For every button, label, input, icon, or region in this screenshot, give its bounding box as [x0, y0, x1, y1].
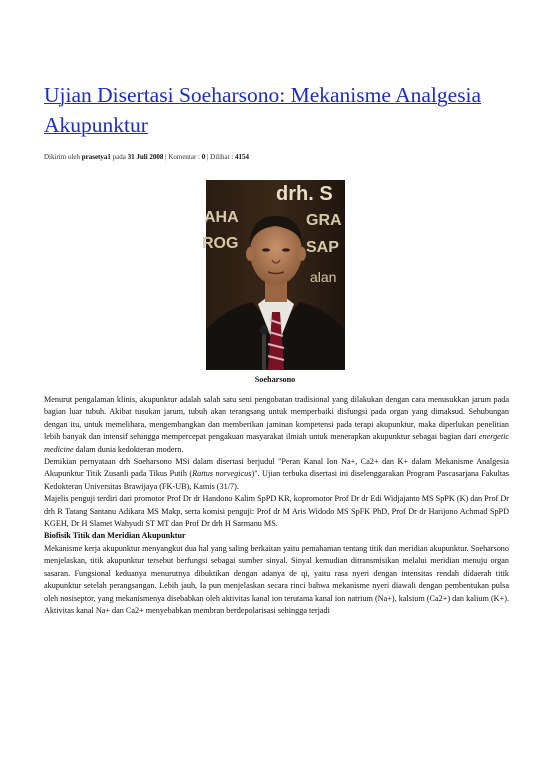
views-count: 4154	[235, 153, 250, 161]
backdrop-text: GRA	[306, 212, 342, 229]
italic-term: energetic medicine	[44, 432, 509, 454]
section-heading: Biofisik Titik dan Meridian Akupunktur	[44, 531, 186, 541]
posted-by-label: Dikirim oleh	[44, 153, 80, 161]
paragraph: Majelis penguji terdiri dari promotor Prof Dr dr Handono Kalim SpPD KR, kopromotor Prof Dr dr Edi Widjajanto MS SpPK (K) dan Prof Dr drh R Tatang Santanu Adikara MS Makp, serta komisi penguji: Prof dr M Aris Widodo MS SpFK PhD, Prof Dr dr Harijono Achmad SpPD KGEH, Dr H Slamet Wahyudi ST MT dan Prof Dr drh H Sarmanu MS.	[44, 494, 509, 529]
views-label: Dilihat :	[210, 153, 234, 161]
backdrop-text: SAP	[306, 239, 339, 256]
backdrop-text: alan	[310, 269, 337, 285]
author-name: prasetya1	[81, 153, 111, 161]
paragraph: Demikian pernyataan drh Soeharsono MSi dalam disertasi berjudul "Peran Kanal Ion Na+, Ca2+ dan K+ dalam Mekanisme Analgesia Akupunktur Titik Zusanli pada Tikus Putih (Rattus norvegicus)". Ujian terbuka disertasi ini diselenggarakan Program Pascasarjana Fakultas Kedokteran Universitas Brawijaya (FK-UB), Kamis (31/7).	[44, 457, 509, 491]
post-date: 31 Juli 2008	[127, 153, 164, 161]
date-prefix: pada	[112, 153, 126, 161]
author-photo	[202, 180, 345, 370]
italic-term: Rattus norvegicus	[192, 469, 252, 479]
photo-caption: Soeharsono	[254, 375, 296, 384]
comment-count: 0	[201, 153, 206, 161]
author-photo-image	[202, 180, 345, 370]
backdrop-text: AHA	[204, 209, 239, 226]
article-meta: Dikirim oleh prasetya1 pada 31 Juli 2008 | Komentar : 0 | Dilihat : 4154	[44, 153, 250, 161]
article-body	[44, 394, 509, 617]
backdrop-text: drh. S	[276, 183, 333, 205]
comment-label: Komentar :	[168, 153, 200, 161]
paragraph: Menurut pengalaman klinis, akupunktur adalah salah satu seni pengobatan tradisional yang dilakukan dengan cara menusukkan jarum pada bagian luar tubuh. Akibat tusukan jarum, tubuh akan terangsang untuk memperbaiki disfungsi pada organ yang dimaksud. Sehubungan dengan itu, untuk memelihara, mengembangkan dan memberikan jaminan kompetensi pada terapi akupunktur, maka diperlukan penelitian lebih banyak dan intensif sehingga mempercepat pengakuan masyarakat ilmiah untuk menerapkan akupunktur sebagai bagian dari energetic medicine dalam dunia kedokteran modern.	[44, 395, 509, 454]
backdrop-text: ROG	[202, 235, 239, 252]
article-title[interactable]: Ujian Disertasi Soeharsono: Mekanisme Analgesia Akupunktur	[44, 83, 482, 137]
paragraph: Mekanisme kerja akupunktur menyangkut dua hal yang saling berkaitan yaitu pemahaman tentang titik dan meridian akupunktur. Soeharsono menjelaskan, titik akupunktur tersebut berfungsi sebagai sumber sinyal. Sinyal kemudian ditransmisikan melalui meridian menuju organ sasaran. Fungsional keduanya menurutnya dibuktikan dengan adanya de qi, yaitu rasa nyeri dengan intensitas rendah didaerah titik akupunktur setelah perangsangan. Lebih jauh, Ia pun menjelaskan secara rinci bahwa mekanisme nyeri diawali dengan pembentukan pulsa oleh nosiseptor, yang mekanismenya disebabkan oleh aktivitas kanal ion terutama kanal ion natrium (Na+), kalsium (Ca2+) dan kalium (K+). Aktivitas kanal Na+ dan Ca2+ menyebabkan membran berdepolarisasi sehingga terjadi	[44, 543, 509, 615]
